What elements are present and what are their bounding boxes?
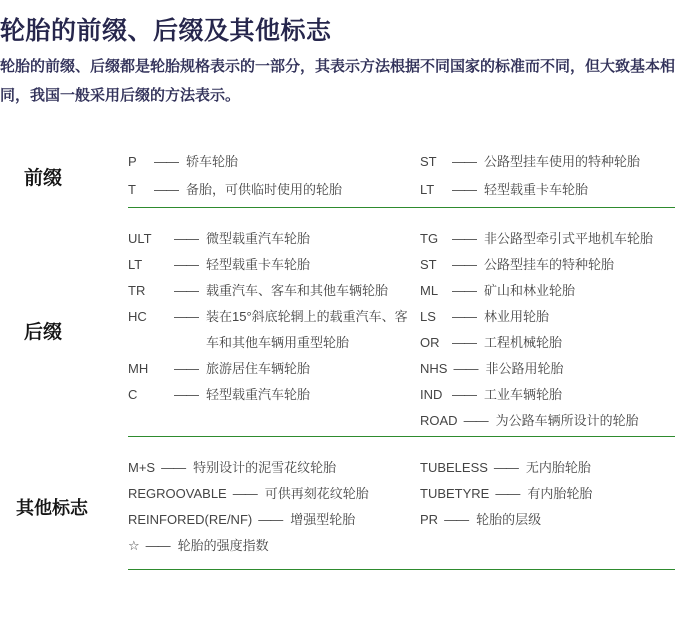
mark-code: P xyxy=(128,154,137,169)
mark-code: ML xyxy=(420,283,439,298)
list-item xyxy=(128,226,420,252)
list-item xyxy=(420,252,675,278)
mark-desc: 轻型载重卡车轮胎 xyxy=(206,257,311,272)
list-item xyxy=(420,330,675,356)
mark-desc: 公路型挂车的特种轮胎 xyxy=(484,257,615,272)
other-left-column xyxy=(128,455,420,559)
mark-code: REINFORED(RE/NF) xyxy=(128,512,253,527)
mark-code: REGROOVABLE xyxy=(128,486,227,501)
section-prefix xyxy=(0,148,675,204)
dash: —— xyxy=(174,361,198,376)
mark-desc: 非公路型牵引式平地机车轮胎 xyxy=(484,231,654,246)
dash: —— xyxy=(161,460,186,475)
section-other-columns xyxy=(128,455,675,559)
dash: —— xyxy=(495,486,520,501)
mark-desc: 增强型轮胎 xyxy=(290,512,356,527)
dash: —— xyxy=(154,182,178,197)
prefix-left-column xyxy=(128,148,420,204)
section-prefix-columns xyxy=(128,148,675,204)
dash: —— xyxy=(452,182,476,197)
mark-code: C xyxy=(128,387,138,402)
mark-desc: 有内胎轮胎 xyxy=(527,486,593,501)
section-other-marks xyxy=(0,455,675,559)
mark-desc: 备胎，可供临时使用的轮胎 xyxy=(186,182,343,197)
mark-desc: 矿山和林业轮胎 xyxy=(484,283,576,298)
mark-desc: 旅游居住车辆轮胎 xyxy=(206,361,311,376)
other-right-column xyxy=(420,455,675,559)
dash: —— xyxy=(174,283,198,298)
mark-code: HC xyxy=(128,309,147,324)
mark-code: PR xyxy=(420,512,439,527)
list-item xyxy=(128,252,420,278)
mark-code: TR xyxy=(128,283,146,298)
mark-desc: 轻型载重卡车轮胎 xyxy=(484,182,589,197)
mark-desc: 载重汽车、客车和其他车辆轮胎 xyxy=(206,283,389,298)
list-item xyxy=(420,356,675,382)
list-item xyxy=(128,148,420,176)
dash: —— xyxy=(174,387,198,402)
green-divider xyxy=(128,207,675,208)
dash: —— xyxy=(145,538,170,553)
green-divider xyxy=(128,569,675,570)
dash: —— xyxy=(232,486,257,501)
dash: —— xyxy=(452,387,476,402)
mark-desc: 轻型载重汽车轮胎 xyxy=(206,387,311,402)
list-item xyxy=(128,455,420,481)
section-other-heading: 其他标志 xyxy=(16,498,88,518)
list-item xyxy=(420,507,675,533)
list-item xyxy=(128,481,420,507)
mark-desc: 轮胎的层级 xyxy=(476,512,542,527)
list-item xyxy=(420,176,675,204)
dash: —— xyxy=(452,257,476,272)
prefix-right-column xyxy=(420,148,675,204)
dash: —— xyxy=(444,512,469,527)
mark-code: ROAD xyxy=(420,413,458,428)
page-title: 轮胎的前缀、后缀及其他标志 xyxy=(0,17,332,45)
mark-desc: 工业车辆轮胎 xyxy=(484,387,563,402)
mark-desc: 无内胎轮胎 xyxy=(525,460,591,475)
mark-desc: 轿车轮胎 xyxy=(186,154,239,169)
mark-desc: 轮胎的强度指数 xyxy=(177,538,269,553)
list-item xyxy=(420,481,675,507)
mark-desc: 为公路车辆所设计的轮胎 xyxy=(495,413,639,428)
mark-desc: 装在15°斜底轮辋上的载重汽车、客车和其他车辆用重型轮胎 xyxy=(206,309,408,350)
list-item xyxy=(420,226,675,252)
mark-desc: 林业用轮胎 xyxy=(484,309,550,324)
dash: —— xyxy=(493,460,518,475)
star-icon: ☆ xyxy=(128,538,140,553)
mark-code: LT xyxy=(420,182,435,197)
mark-code: TUBETYRE xyxy=(420,486,490,501)
dash: —— xyxy=(258,512,283,527)
mark-code: TG xyxy=(420,231,439,246)
list-item xyxy=(128,176,420,204)
mark-code: ST xyxy=(420,257,437,272)
dash: —— xyxy=(453,361,478,376)
list-item xyxy=(128,382,420,408)
section-prefix-heading: 前缀 xyxy=(24,167,63,189)
list-item xyxy=(128,533,420,559)
mark-code: ULT xyxy=(128,231,152,246)
list-item xyxy=(420,148,675,176)
mark-desc: 特别设计的泥雪花纹轮胎 xyxy=(193,460,337,475)
dash: —— xyxy=(452,309,476,324)
mark-code: T xyxy=(128,182,136,197)
mark-code: LS xyxy=(420,309,436,324)
list-item xyxy=(420,455,675,481)
mark-desc: 公路型挂车使用的特种轮胎 xyxy=(484,154,641,169)
suffix-left-column xyxy=(128,226,420,434)
mark-code: IND xyxy=(420,387,443,402)
list-item xyxy=(128,356,420,382)
mark-desc: 工程机械轮胎 xyxy=(484,335,563,350)
section-suffix xyxy=(0,226,675,434)
list-item xyxy=(420,382,675,408)
list-item xyxy=(420,278,675,304)
mark-desc: 微型载重汽车轮胎 xyxy=(206,231,311,246)
list-item xyxy=(128,278,420,304)
mark-code: MH xyxy=(128,361,149,376)
dash: —— xyxy=(174,309,198,324)
dash: —— xyxy=(452,154,476,169)
dash: —— xyxy=(174,257,198,272)
mark-code: NHS xyxy=(420,361,448,376)
mark-code: ST xyxy=(420,154,437,169)
section-suffix-heading: 后缀 xyxy=(24,321,63,343)
article-page xyxy=(0,16,675,630)
mark-desc: 可供再刻花纹轮胎 xyxy=(264,486,369,501)
mark-code: LT xyxy=(128,257,143,272)
mark-code: OR xyxy=(420,335,440,350)
intro-paragraph: 轮胎的前缀、后缀都是轮胎规格表示的一部分，其表示方法根据不同国家的标准而不同，但大致基本相同，我国一般采用后缀的方法表示。 xyxy=(0,58,675,104)
mark-code: TUBELESS xyxy=(420,460,488,475)
green-divider xyxy=(128,436,675,437)
dash: —— xyxy=(174,231,198,246)
section-suffix-columns xyxy=(128,226,675,434)
list-item xyxy=(128,507,420,533)
list-item xyxy=(420,304,675,330)
dash: —— xyxy=(154,154,178,169)
dash: —— xyxy=(452,335,476,350)
mark-code: M+S xyxy=(128,460,156,475)
dash: —— xyxy=(463,413,488,428)
list-item xyxy=(420,408,675,434)
mark-desc: 非公路用轮胎 xyxy=(485,361,564,376)
dash: —— xyxy=(452,283,476,298)
dash: —— xyxy=(452,231,476,246)
list-item xyxy=(128,304,420,356)
suffix-right-column xyxy=(420,226,675,434)
